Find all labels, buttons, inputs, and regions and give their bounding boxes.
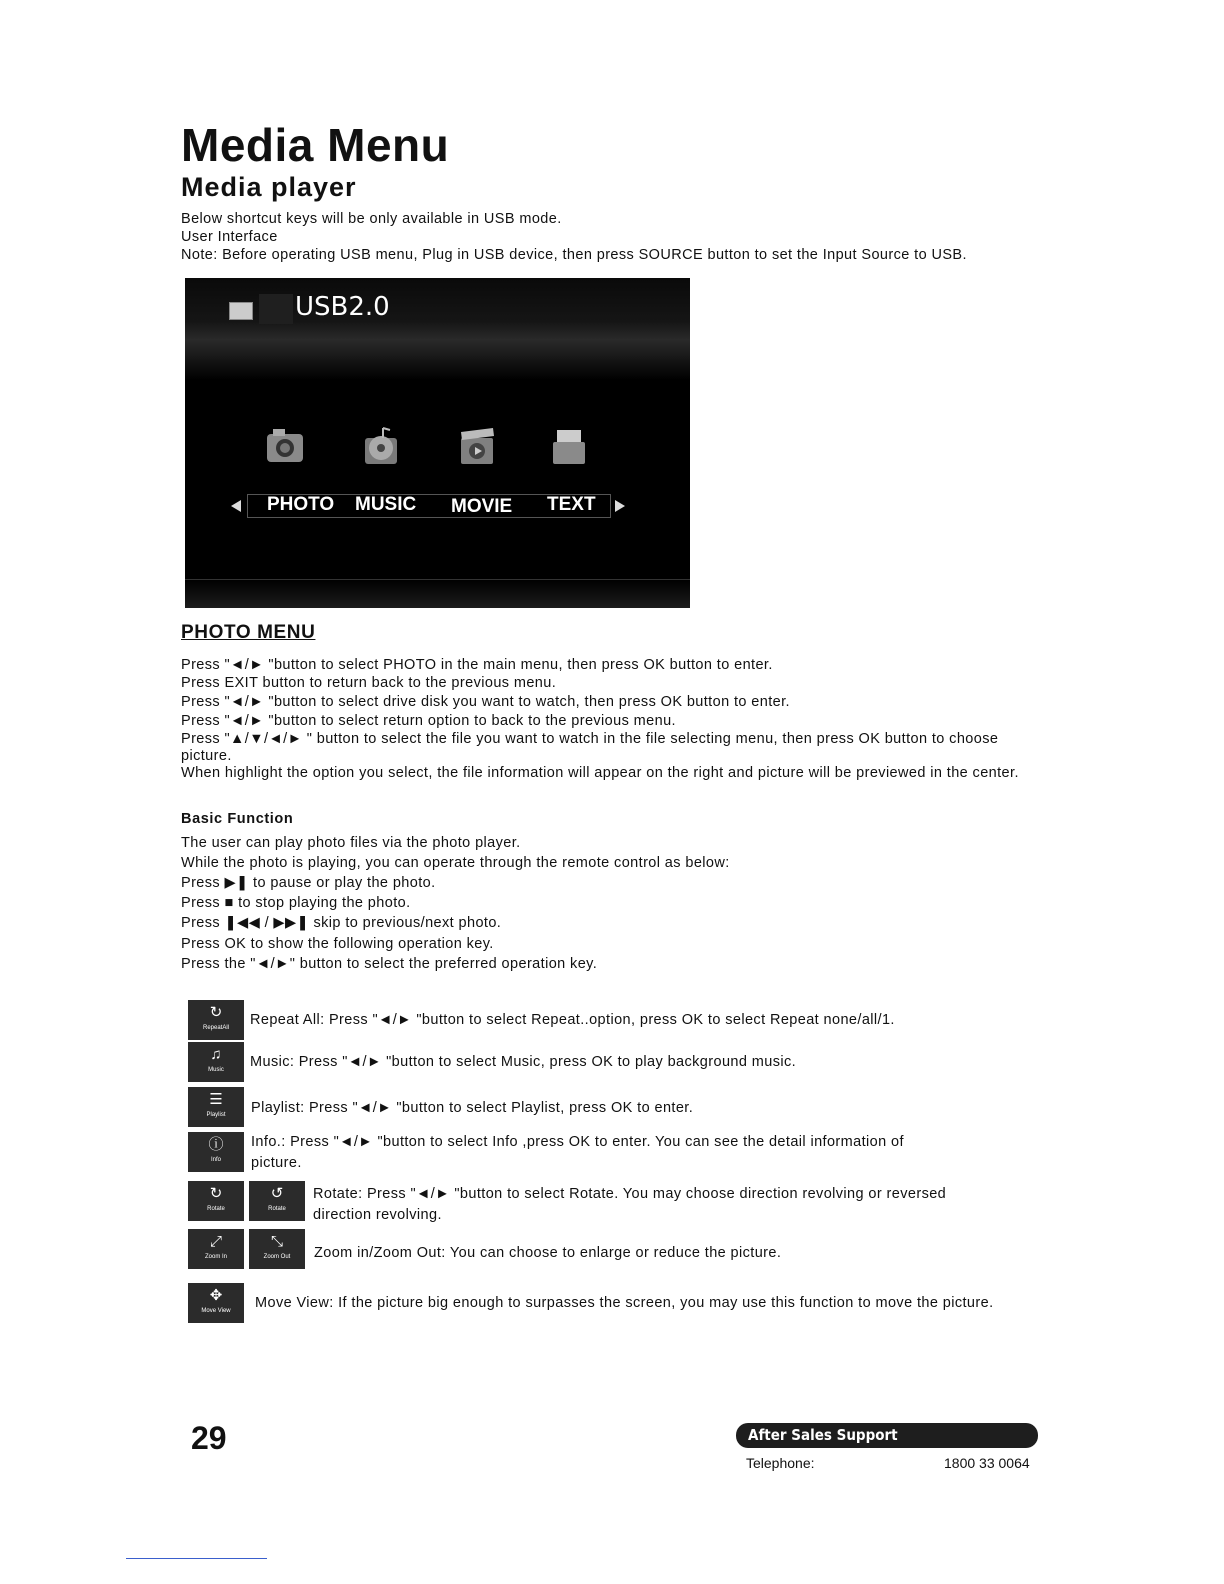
usb-menu-screenshot <box>185 278 690 608</box>
music-desc: Music: Press "◄/► "button to select Music, press OK to play background music. <box>250 1054 797 1070</box>
page-number: 29 <box>191 1420 227 1456</box>
camera-icon <box>263 424 307 468</box>
rotate-ccw-icon: ↺ Rotate <box>249 1181 305 1221</box>
device-label: USB2.0 <box>295 292 390 322</box>
repeat-all-icon: ↻ RepeatAll <box>188 1000 244 1040</box>
repeat-all-desc: Repeat All: Press "◄/► "button to select Repeat..option, press OK to select Repeat none/all/1. <box>250 1012 895 1028</box>
zoom-in-icon: ⤢ Zoom In <box>188 1229 244 1269</box>
playlist-desc: Playlist: Press "◄/► "button to select Playlist, press OK to enter. <box>251 1100 694 1116</box>
photo-menu-line: Press "◄/► "button to select PHOTO in the main menu, then press OK button to enter. <box>181 657 773 673</box>
rotate-desc-line: direction revolving. <box>313 1207 442 1223</box>
zoom-desc: Zoom in/Zoom Out: You can choose to enlarge or reduce the picture. <box>314 1245 782 1261</box>
basic-function-line: Press the "◄/►" button to select the preferred operation key. <box>181 956 598 972</box>
photo-menu-line: Press "◄/► "button to select drive disk you want to watch, then press OK button to enter. <box>181 694 790 710</box>
rotate-cw-icon: ↻ Rotate <box>188 1181 244 1221</box>
basic-function-line: Press ❚◀◀ / ▶▶❚ skip to previous/next photo. <box>181 915 502 931</box>
menu-item-photo[interactable]: PHOTO <box>267 494 335 515</box>
basic-function-line: The user can play photo files via the photo player. <box>181 835 521 851</box>
photo-menu-title: PHOTO MENU <box>181 622 316 643</box>
basic-function-line: While the photo is playing, you can operate through the remote control as below: <box>181 855 730 871</box>
document-icon <box>547 424 591 468</box>
basic-function-title: Basic Function <box>181 811 294 827</box>
clapperboard-icon <box>455 424 499 468</box>
basic-function-line: Press OK to show the following operation key. <box>181 936 494 952</box>
menu-item-text[interactable]: TEXT <box>547 494 596 515</box>
page-title: Media Menu <box>181 119 450 171</box>
basic-function-line: Press ■ to stop playing the photo. <box>181 895 411 911</box>
photo-menu-line: Press "◄/► "button to select return option to back to the previous menu. <box>181 713 676 729</box>
left-arrow-icon[interactable] <box>231 500 241 512</box>
photo-menu-line: Press EXIT button to return back to the previous menu. <box>181 675 557 691</box>
playlist-icon: ☰ Playlist <box>188 1087 244 1127</box>
photo-menu-line: When highlight the option you select, the file information will appear on the right and picture will be previewed in the center. <box>181 765 1019 781</box>
after-sales-badge: After Sales Support <box>736 1423 1038 1448</box>
menu-item-music[interactable]: MUSIC <box>355 494 417 515</box>
info-desc-line: picture. <box>251 1155 302 1171</box>
music-disc-icon <box>359 424 403 468</box>
telephone-label: Telephone: <box>746 1455 815 1471</box>
photo-menu-line: Press "▲/▼/◄/► " button to select the file you want to watch in the file selecting menu, then press OK button to choose picture. <box>181 731 999 764</box>
move-view-desc: Move View: If the picture big enough to surpasses the screen, you may use this function to move the picture. <box>255 1295 994 1311</box>
footer-rule <box>126 1558 267 1559</box>
info-icon: ⓘ Info <box>188 1132 244 1172</box>
section-title: Media player <box>181 172 357 202</box>
menu-item-movie[interactable]: MOVIE <box>451 496 513 517</box>
basic-function-line: Press ▶❚ to pause or play the photo. <box>181 875 436 891</box>
info-desc-line: Info.: Press "◄/► "button to select Info ,press OK to enter. You can see the detail information of <box>251 1134 904 1150</box>
intro-note: Note: Before operating USB menu, Plug in USB device, then press SOURCE button to set the Input Source to USB. <box>181 247 967 263</box>
right-arrow-icon[interactable] <box>615 500 625 512</box>
rotate-desc-line: Rotate: Press "◄/► "button to select Rotate. You may choose direction revolving or reversed <box>313 1186 947 1202</box>
intro-line: Below shortcut keys will be only available in USB mode. <box>181 211 562 227</box>
music-icon: ♫ Music <box>188 1042 244 1082</box>
intro-line: User Interface <box>181 229 278 245</box>
move-view-icon: ✥ Move View <box>188 1283 244 1323</box>
zoom-out-icon: ⤡ Zoom Out <box>249 1229 305 1269</box>
telephone-number: 1800 33 0064 <box>944 1455 1030 1471</box>
usb-drive-icon <box>229 302 253 320</box>
